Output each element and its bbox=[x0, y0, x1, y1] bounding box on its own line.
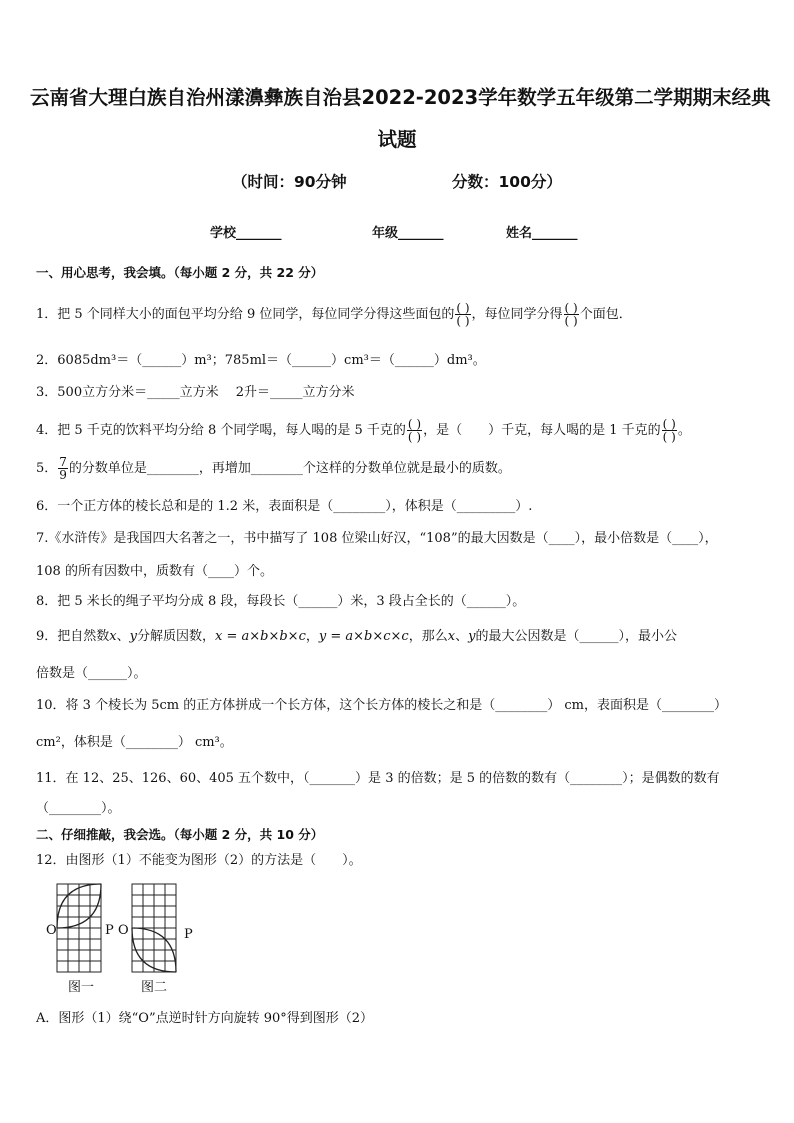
q5-text-b: 的分数单位是________，再增加________个这样的分数单位就是最小的质数。 bbox=[68, 461, 511, 476]
q9-sep2: 、 bbox=[455, 629, 469, 644]
student-info bbox=[0, 222, 794, 242]
document-title-line1: 云南省大理白族自治州漾濞彝族自治县2022-2023学年数学五年级第二学期期末经典 bbox=[30, 86, 771, 109]
question-9-line1 bbox=[36, 628, 677, 646]
q1-text-a: 1．把 5 个同样大小的面包平均分给 9 位同学，每位同学分得这些面包的 bbox=[36, 307, 455, 322]
q1-text-c: 个面包． bbox=[579, 307, 632, 322]
q9-eq-y: y = a×b×c×c bbox=[318, 629, 409, 644]
q9-text-a: 9．把自然数 bbox=[36, 629, 110, 644]
question-5 bbox=[36, 456, 511, 481]
q9-text-d: 的最大公因数是（______），最小公 bbox=[475, 629, 677, 644]
school-field: 学校_______ bbox=[210, 226, 282, 241]
name-field: 姓名_______ bbox=[506, 226, 578, 241]
fig2-label-p: P bbox=[184, 927, 193, 942]
q4-fraction-blank-2: $\frac{( )}{( )}$ bbox=[662, 417, 676, 444]
question-11-line2: （________）。 bbox=[36, 801, 121, 816]
document-title-line2: 试题 bbox=[377, 128, 417, 151]
fig1-label-o: O bbox=[46, 923, 57, 938]
q9-eq-x: x = a×b×b×c bbox=[215, 629, 306, 644]
grade-field: 年级_______ bbox=[372, 226, 444, 241]
q9-var-x: x bbox=[109, 629, 117, 644]
question-1 bbox=[36, 302, 632, 327]
q12-option-a: A．图形（1）绕“O”点逆时针方向旋转 90°得到图形（2） bbox=[36, 1011, 374, 1026]
q4-text-b: ，是（ ）千克，每人喝的是 1 千克的 bbox=[423, 423, 661, 438]
exam-time: （时间：90分钟 bbox=[232, 173, 347, 191]
question-6: 6．一个正方体的棱长总和是的 1.2 米，表面积是（________），体积是（_________）. bbox=[36, 499, 533, 514]
q9-var-y2: y bbox=[468, 629, 476, 644]
q5-fraction: $\frac{7}{9}$ bbox=[59, 455, 67, 482]
question-10-line2: cm²，体积是（________） cm³。 bbox=[36, 735, 233, 750]
q4-text-a: 4．把 5 千克的饮料平均分给 8 个同学喝，每人喝的是 5 千克的 bbox=[36, 423, 406, 438]
q9-var-y: y bbox=[129, 629, 137, 644]
question-10-line1: 10．将 3 个棱长为 5cm 的正方体拼成一个长方体，这个长方体的棱长之和是（________） cm，表面积是（________） bbox=[36, 698, 727, 713]
fig2-caption: 图二 bbox=[141, 980, 168, 995]
question-9-line2: 倍数是（______）。 bbox=[36, 666, 147, 681]
q1-text-b: ，每位同学分得 bbox=[471, 307, 563, 322]
q1-fraction-blank-1: $\frac{( )}{( )}$ bbox=[456, 301, 470, 328]
q1-fraction-blank-2: $\frac{( )}{( )}$ bbox=[564, 301, 578, 328]
fig2-label-o: O bbox=[118, 923, 129, 938]
fig1-label-p: P bbox=[105, 923, 114, 938]
q9-comma: ， bbox=[305, 629, 319, 644]
q12-figure bbox=[36, 876, 206, 998]
q9-text-c: ，那么 bbox=[408, 629, 448, 644]
section1-heading: 一、用心思考，我会填。（每小题 2 分，共 22 分） bbox=[36, 265, 324, 280]
exam-score: 分数：100分） bbox=[452, 173, 562, 191]
q4-fraction-blank-1: $\frac{( )}{( )}$ bbox=[407, 417, 422, 444]
q9-var-x2: x bbox=[447, 629, 456, 644]
question-4 bbox=[36, 418, 691, 443]
question-7-line2: 108 的所有因数中，质数有（____）个。 bbox=[36, 564, 273, 579]
q4-text-c: 。 bbox=[677, 423, 691, 438]
question-2: 2．6085dm³＝（______）m³；785ml＝（______）cm³＝（______）dm³。 bbox=[36, 353, 486, 368]
q9-sep: 、 bbox=[116, 629, 130, 644]
question-12: 12．由图形（1）不能变为图形（2）的方法是（ ）。 bbox=[36, 853, 362, 868]
fig1-caption: 图一 bbox=[68, 980, 95, 995]
question-11-line1: 11．在 12、25、126、60、405 五个数中，（_______）是 3 的倍数；是 5 的倍数的数有（________）；是偶数的数有 bbox=[36, 771, 720, 786]
question-8: 8．把 5 米长的绳子平均分成 8 段，每段长（______）米，3 段占全长的（______）。 bbox=[36, 594, 526, 609]
q5-text-a: 5． bbox=[36, 461, 58, 476]
question-3: 3．500立方分米＝_____立方米 2升＝_____立方分米 bbox=[36, 385, 355, 400]
section2-heading: 二、仔细推敲，我会选。（每小题 2 分，共 10 分） bbox=[36, 827, 324, 842]
question-7-line1: 7.《水浒传》是我国四大名著之一，书中描写了 108 位梁山好汉，“108”的最大因数是（____），最小倍数是（____）， bbox=[36, 531, 718, 546]
q9-text-b: 分解质因数， bbox=[137, 629, 216, 644]
exam-meta bbox=[0, 170, 794, 192]
